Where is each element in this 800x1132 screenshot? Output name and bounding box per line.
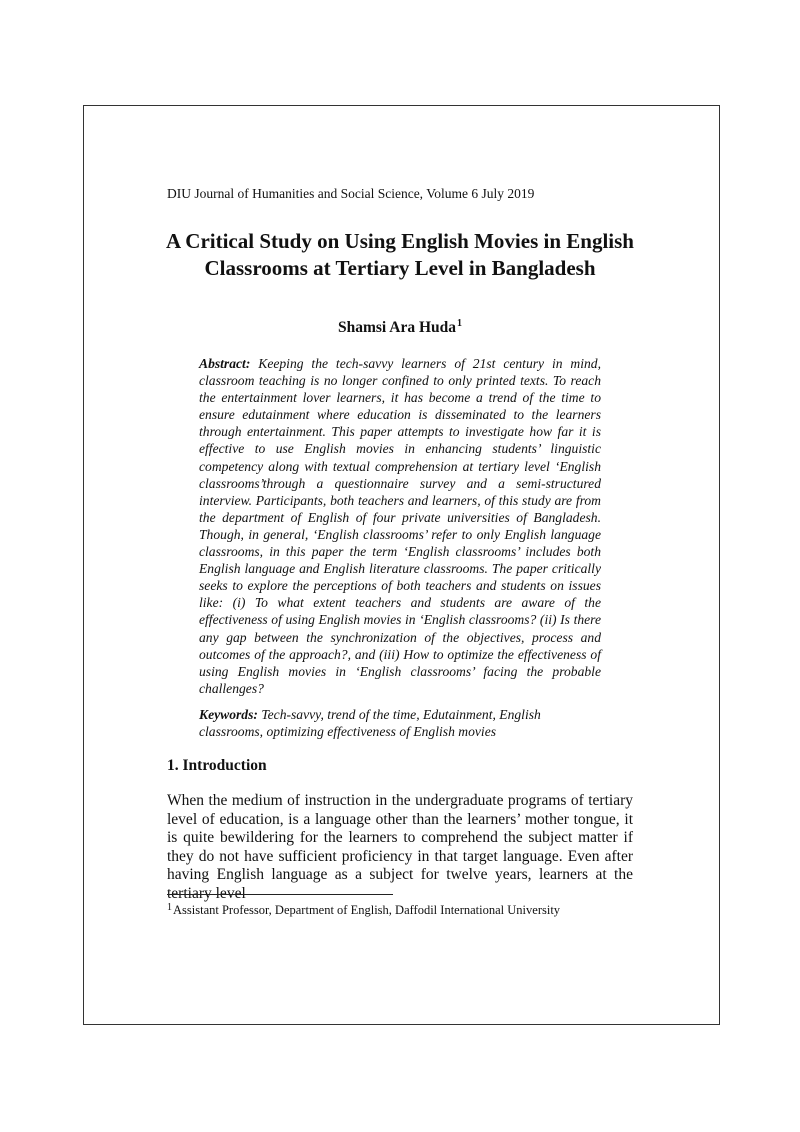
footnote-rule — [167, 894, 393, 895]
keywords — [199, 706, 601, 740]
author-line — [0, 318, 800, 337]
footnote — [167, 902, 560, 918]
author-name: Shamsi Ara Huda — [337, 319, 456, 336]
keywords-label: Keywords: — [199, 707, 258, 722]
intro-paragraph: When the medium of instruction in the undergraduate programs of tertiary level of education, is a language other than the learners’ mother tongue, it is quite bewildering for the learners to comprehend the subject matter if they do not have sufficient proficiency in that target language. Even after having English language as a subject for twelve years, learners at the tertiary level — [167, 792, 633, 902]
abstract-text: Keeping the tech-savvy learners of 21st century in mind, classroom teaching is no longer confined to only printed texts. To reach the entertainment lover learners, it has become a trend of the time to ensure edutainment where education is disseminated to the learners through entertainment. This paper attempts to investigate how far it is effective to use English movies in enhancing students’ linguistic competency along with textual comprehension at tertiary level ‘English classrooms’through a questionnaire survey and a semi-structured interview. Participants, both teachers and learners, of this study are from the department of English of four private universities of Bangladesh. Though, in general, ‘English classrooms’ refer to only English language classrooms, in this paper the term ‘English classrooms’ includes both English language and English literature classrooms. The paper critically seeks to explore the perceptions of both teachers and students on issues like: (i) To what extent teachers and students are aware of the effectiveness of using English movies in ‘English classrooms? (ii) Is there any gap between the synchronization of the objectives, process and outcomes of the approach?, and (iii) How to optimize the effectiveness of using English movies in ‘English classrooms’ facing the probable challenges? — [199, 356, 601, 696]
keywords-text: Tech-savvy, trend of the time, Edutainment, English classrooms, optimizing effectiveness of English movies — [199, 707, 541, 740]
footnote-text: Assistant Professor, Department of English, Daffodil International University — [173, 903, 561, 917]
journal-header: DIU Journal of Humanities and Social Science, Volume 6 July 2019 — [167, 186, 535, 201]
section-heading: 1. Introduction — [167, 757, 267, 774]
abstract — [199, 355, 601, 697]
abstract-label: Abstract: — [199, 356, 251, 371]
paper-title: A Critical Study on Using English Movies in English Classrooms at Tertiary Level in Bangladesh — [166, 229, 634, 280]
footnote-mark: 1 — [167, 902, 172, 913]
author-footnote-mark: 1 — [457, 318, 462, 329]
